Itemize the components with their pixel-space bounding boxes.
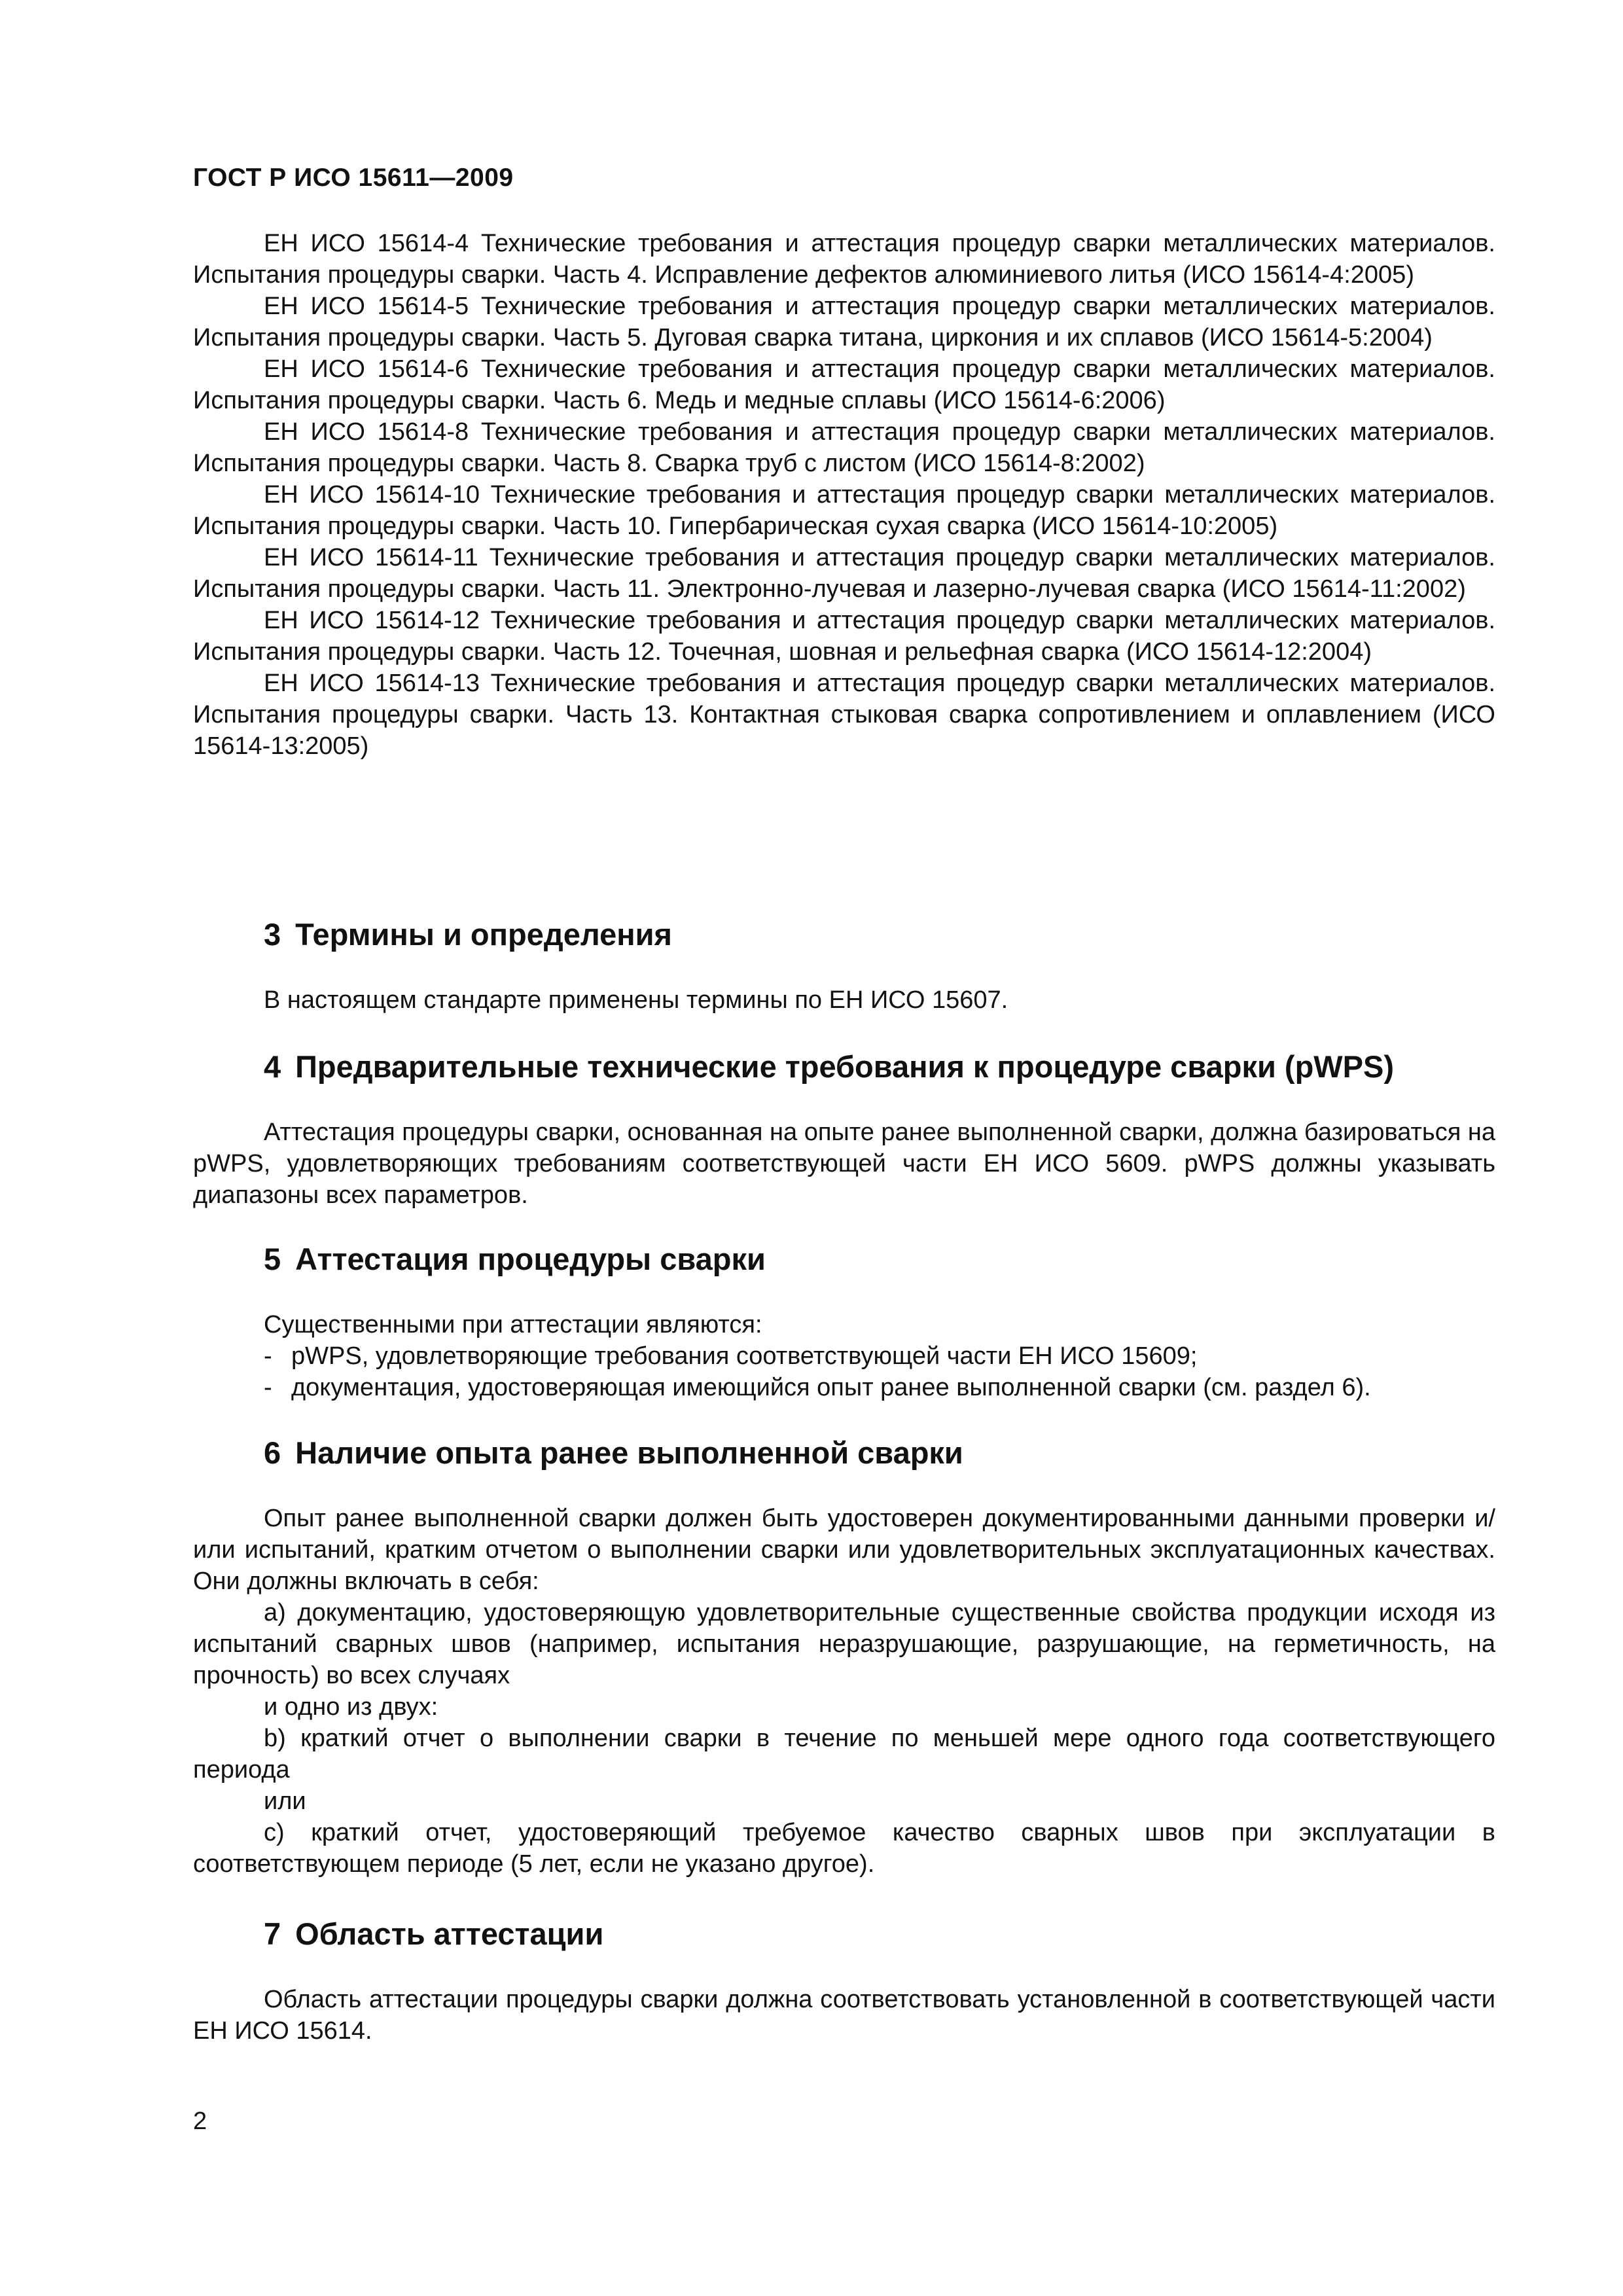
reference-item: ЕН ИСО 15614-13 Технические требования и аттестация процедур сварки металлических материалов. Испытания процедуры сварки. Часть 13. Контактная стыковая сварка сопротивлением и оплавлением (ИСО 15614-13:2005): [193, 670, 1495, 760]
list-item-c: c) краткий отчет, удостоверяющий требуемое качество сварных швов при эксплуатации в соответствующем периоде (5 лет, если не указано другое).: [193, 1819, 1495, 1878]
list-item: [264, 1372, 1495, 1403]
section-number: 6: [264, 1435, 281, 1470]
section-title: Аттестация процедуры сварки: [295, 1242, 766, 1276]
reference-item: ЕН ИСО 15614-12 Технические требования и аттестация процедур сварки металлических материалов. Испытания процедуры сварки. Часть 12. Точечная, шовная и рельефная сварка (ИСО 15614-12:2004): [193, 607, 1495, 666]
reference-item: ЕН ИСО 15614-4 Технические требования и аттестация процедур сварки металлических материалов. Испытания процедуры сварки. Часть 4. Исправление дефектов алюминиевого литья (ИСО 15614-4:2005): [193, 230, 1495, 289]
list-item-text: документация, удостоверяющая имеющийся опыт ранее выполненной сварки (см. раздел 6).: [291, 1374, 1371, 1401]
list-bullet: -: [264, 1374, 272, 1401]
section-heading: [264, 1914, 1495, 1954]
section-5: [193, 1240, 1495, 1403]
reference-item: ЕН ИСО 15614-10 Технические требования и аттестация процедур сварки металлических материалов. Испытания процедуры сварки. Часть 10. Гипербарическая сухая сварка (ИСО 15614-10:2005): [193, 481, 1495, 540]
section-paragraph: Область аттестации процедуры сварки должна соответствовать установленной в соответствующей части ЕН ИСО 15614.: [193, 1986, 1495, 2045]
section-title: Наличие опыта ранее выполненной сварки: [295, 1435, 963, 1470]
list-item-b: b) краткий отчет о выполнении сварки в течение по меньшей мере одного года соответствующего периода: [193, 1725, 1495, 1784]
reference-item: ЕН ИСО 15614-6 Технические требования и аттестация процедур сварки металлических материалов. Испытания процедуры сварки. Часть 6. Медь и медные сплавы (ИСО 15614-6:2006): [193, 355, 1495, 414]
reference-item: ЕН ИСО 15614-11 Технические требования и аттестация процедур сварки металлических материалов. Испытания процедуры сварки. Часть 11. Электронно-лучевая и лазерно-лучевая сварка (ИСО 15614-11:2002): [193, 544, 1495, 603]
section-number: 3: [264, 917, 281, 952]
reference-item: ЕН ИСО 15614-8 Технические требования и аттестация процедур сварки металлических материалов. Испытания процедуры сварки. Часть 8. Сварка труб с листом (ИСО 15614-8:2002): [193, 418, 1495, 477]
section-7: [193, 1914, 1495, 2047]
section-title: Область аттестации: [295, 1916, 604, 1951]
normative-references-list: [193, 228, 1495, 762]
section-4: [193, 1047, 1495, 1211]
section-6: [193, 1433, 1495, 1880]
section-heading: [264, 1047, 1495, 1086]
section-heading: [264, 915, 1495, 954]
section-3: [193, 915, 1495, 1016]
list-item-a: а) документацию, удостоверяющую удовлетворительные существенные свойства продукции исходя из испытаний сварных швов (например, испытания неразрушающие, разрушающие, на герметичность, на прочность) во всех случаях: [193, 1599, 1495, 1689]
section-paragraph: В настоящем стандарте применены термины по ЕН ИСО 15607.: [264, 986, 1008, 1014]
section-paragraph: Аттестация процедуры сварки, основанная на опыте ранее выполненной сварки, должна базироваться на pWPS, удовлетворяющих требованиям соответствующей части ЕН ИСО 5609. pWPS должны указывать диапазоны всех параметров.: [193, 1119, 1495, 1209]
reference-item: ЕН ИСО 15614-5 Технические требования и аттестация процедур сварки металлических материалов. Испытания процедуры сварки. Часть 5. Дуговая сварка титана, циркония и их сплавов (ИСО 15614-5:2004): [193, 293, 1495, 351]
list-item: [264, 1340, 1495, 1372]
list-bullet: -: [264, 1342, 272, 1370]
list-item-text: pWPS, удовлетворяющие требования соответствующей части ЕН ИСО 15609;: [291, 1342, 1198, 1370]
section-title: Термины и определения: [295, 917, 672, 952]
document-header-code: ГОСТ Р ИСО 15611—2009: [193, 164, 514, 192]
section-title: Предварительные технические требования к процедуре сварки (pWPS): [295, 1049, 1394, 1084]
section-paragraph: Опыт ранее выполненной сварки должен быть удостоверен документированными данными проверки и/или испытаний, кратким отчетом о выполнении сварки или удовлетворительных эксплуатационных качествах. Они должны включать в себя:: [193, 1505, 1495, 1595]
section-heading: [264, 1240, 1495, 1279]
section-number: 7: [264, 1916, 281, 1951]
connector-text: и одно из двух:: [264, 1693, 438, 1721]
connector-text: или: [264, 1787, 306, 1815]
section-paragraph: Существенными при аттестации являются:: [264, 1311, 762, 1338]
section-number: 4: [264, 1049, 281, 1084]
page-number: 2: [193, 2108, 207, 2135]
section-heading: [264, 1433, 1495, 1473]
section-number: 5: [264, 1242, 281, 1276]
